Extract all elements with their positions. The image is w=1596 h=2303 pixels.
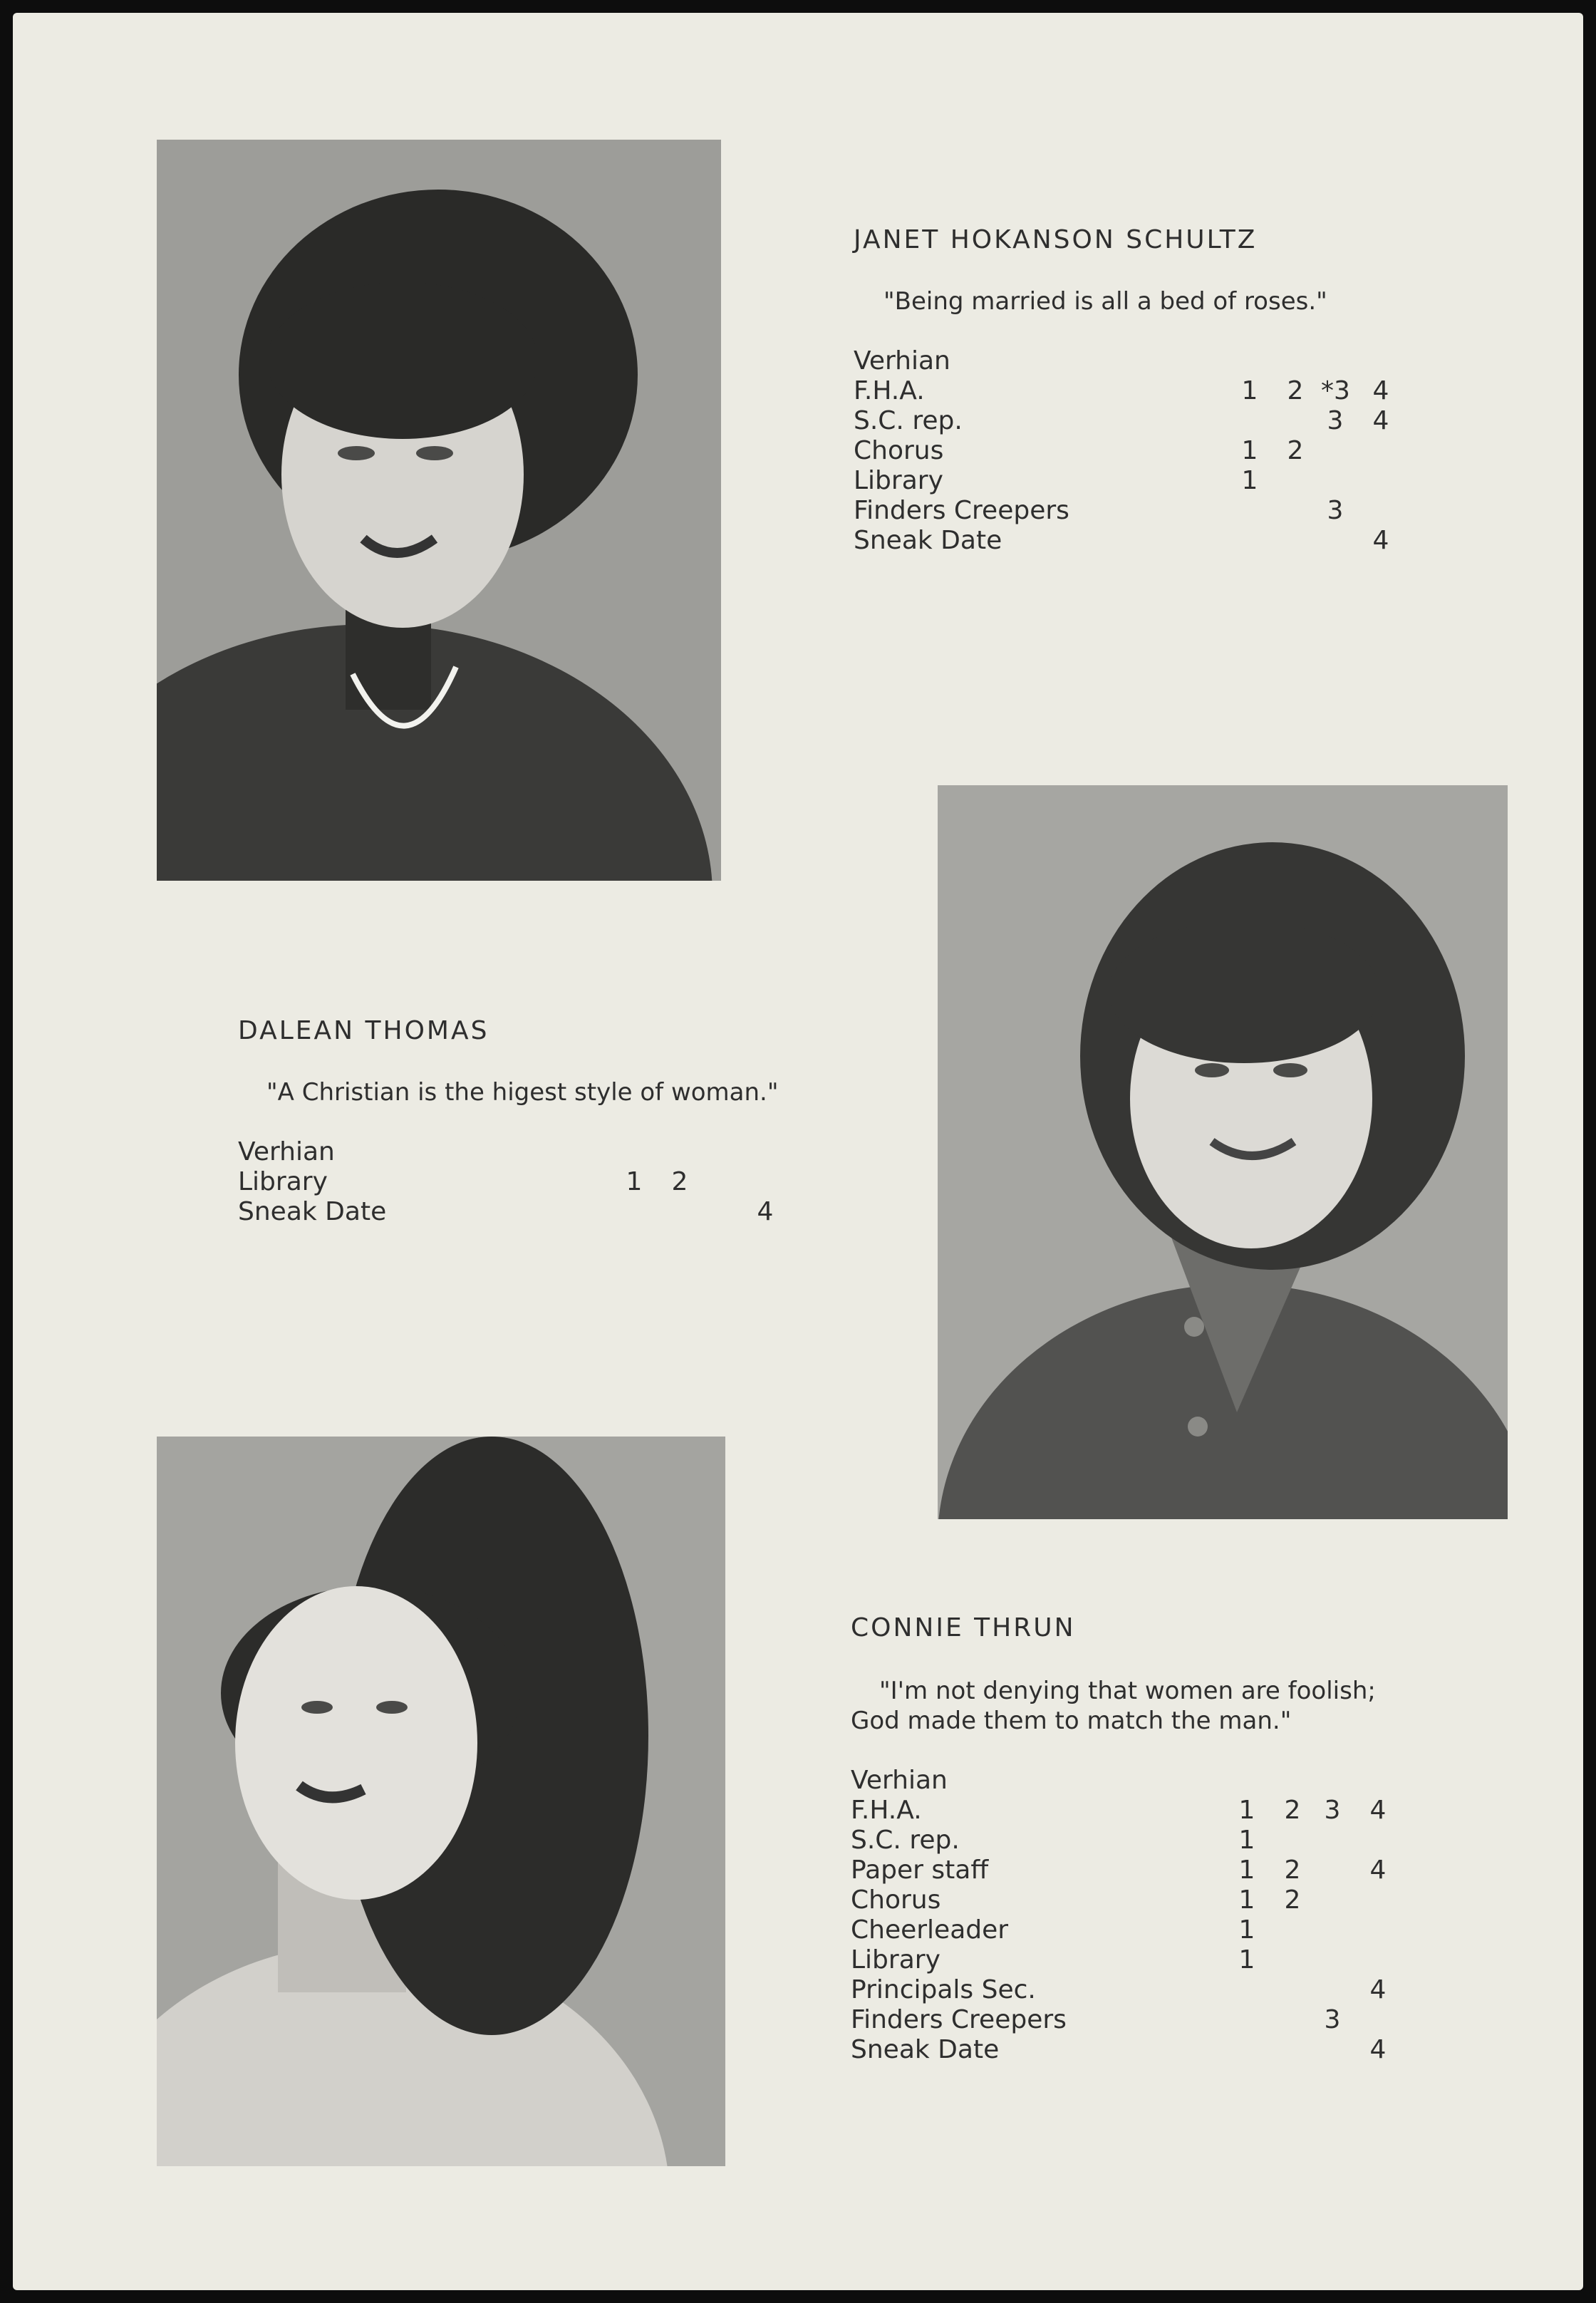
activity-year-2: 2 bbox=[1284, 1796, 1301, 1825]
activity-year-3: 3 bbox=[1327, 406, 1344, 435]
activity-row bbox=[238, 1197, 836, 1227]
activity-year-1: 1 bbox=[1238, 1945, 1255, 1975]
activity-row bbox=[238, 1137, 836, 1167]
activity-label: Library bbox=[851, 1945, 940, 1975]
activity-year-4: 4 bbox=[1372, 406, 1389, 435]
activity-row bbox=[854, 436, 1452, 466]
activity-label: F.H.A. bbox=[854, 376, 925, 405]
activity-label: Paper staff bbox=[851, 1856, 989, 1885]
activity-label: Finders Creepers bbox=[854, 496, 1069, 525]
student-quote-connie bbox=[851, 1676, 1376, 1736]
activity-row bbox=[851, 2035, 1449, 2065]
yearbook-page bbox=[13, 13, 1583, 2290]
activity-year-4: 4 bbox=[1369, 2035, 1387, 2064]
activity-row bbox=[851, 1826, 1449, 1856]
activity-year-4: 4 bbox=[757, 1197, 774, 1226]
activity-year-2: 2 bbox=[1287, 436, 1304, 465]
activity-year-2: 2 bbox=[1284, 1856, 1301, 1885]
activity-row bbox=[851, 1915, 1449, 1945]
activity-label: S.C. rep. bbox=[851, 1826, 960, 1855]
activity-year-1: 1 bbox=[626, 1167, 643, 1196]
activity-row bbox=[854, 376, 1452, 406]
quote-line: God made them to match the man." bbox=[851, 1707, 1292, 1735]
activity-year-2: 2 bbox=[1287, 376, 1304, 405]
activity-row bbox=[854, 346, 1452, 376]
student-quote-janet: "Being married is all a bed of roses." bbox=[884, 287, 1327, 316]
activities-list-janet bbox=[854, 346, 1452, 556]
activity-label: Chorus bbox=[851, 1885, 941, 1915]
activity-year-1: 1 bbox=[1238, 1885, 1255, 1915]
portrait-photo-dalean bbox=[938, 785, 1508, 1519]
activity-row bbox=[854, 496, 1452, 526]
activity-year-4: 4 bbox=[1372, 526, 1389, 555]
activity-label: Sneak Date bbox=[851, 2035, 1000, 2064]
quote-line: "I'm not denying that women are foolish; bbox=[879, 1677, 1376, 1705]
activity-label: Chorus bbox=[854, 436, 944, 465]
activity-label: Finders Creepers bbox=[851, 2005, 1067, 2034]
activity-year-4: 4 bbox=[1369, 1796, 1387, 1825]
activity-year-1: 1 bbox=[1241, 376, 1258, 405]
activity-row bbox=[851, 1796, 1449, 1826]
activity-year-1: 1 bbox=[1238, 1856, 1255, 1885]
activities-list-dalean bbox=[238, 1137, 836, 1227]
activity-year-3: 3 bbox=[1324, 2005, 1341, 2034]
activity-row bbox=[854, 406, 1452, 436]
activity-year-3: *3 bbox=[1321, 376, 1350, 405]
activity-year-4: 4 bbox=[1369, 1856, 1387, 1885]
activity-row bbox=[854, 526, 1452, 556]
activity-year-1: 1 bbox=[1238, 1826, 1255, 1855]
activity-row bbox=[854, 466, 1452, 496]
activity-label: Cheerleader bbox=[851, 1915, 1009, 1945]
student-name-dalean: DALEAN THOMAS bbox=[238, 1016, 489, 1045]
activity-year-1: 1 bbox=[1241, 436, 1258, 465]
activity-year-1: 1 bbox=[1238, 1796, 1255, 1825]
activity-row bbox=[851, 1766, 1449, 1796]
student-name-connie: CONNIE THRUN bbox=[851, 1613, 1076, 1642]
activity-row bbox=[851, 1945, 1449, 1975]
activity-year-2: 2 bbox=[1284, 1885, 1301, 1915]
activity-label: Verhian bbox=[854, 346, 950, 376]
activity-label: Sneak Date bbox=[854, 526, 1002, 555]
activity-row bbox=[851, 2005, 1449, 2035]
activity-year-4: 4 bbox=[1369, 1975, 1387, 2004]
activity-row bbox=[851, 1856, 1449, 1885]
student-name-janet: JANET HOKANSON SCHULTZ bbox=[854, 225, 1258, 254]
activity-year-1: 1 bbox=[1238, 1915, 1255, 1945]
activity-year-2: 2 bbox=[671, 1167, 688, 1196]
activity-label: Verhian bbox=[238, 1137, 335, 1166]
portrait-photo-connie bbox=[157, 1437, 725, 2166]
student-quote-dalean: "A Christian is the higest style of woman." bbox=[266, 1078, 779, 1107]
activity-label: Sneak Date bbox=[238, 1197, 387, 1226]
activity-year-1: 1 bbox=[1241, 466, 1258, 495]
activity-year-3: 3 bbox=[1324, 1796, 1341, 1825]
activity-label: S.C. rep. bbox=[854, 406, 963, 435]
activity-year-4: 4 bbox=[1372, 376, 1389, 405]
activity-row bbox=[238, 1167, 836, 1197]
activities-list-connie bbox=[851, 1766, 1449, 2065]
activity-label: Library bbox=[238, 1167, 328, 1196]
activity-label: Principals Sec. bbox=[851, 1975, 1036, 2004]
activity-year-3: 3 bbox=[1327, 496, 1344, 525]
portrait-photo-janet bbox=[157, 140, 721, 881]
activity-label: Verhian bbox=[851, 1766, 948, 1795]
activity-label: F.H.A. bbox=[851, 1796, 922, 1825]
activity-row bbox=[851, 1975, 1449, 2005]
activity-row bbox=[851, 1885, 1449, 1915]
activity-label: Library bbox=[854, 466, 943, 495]
